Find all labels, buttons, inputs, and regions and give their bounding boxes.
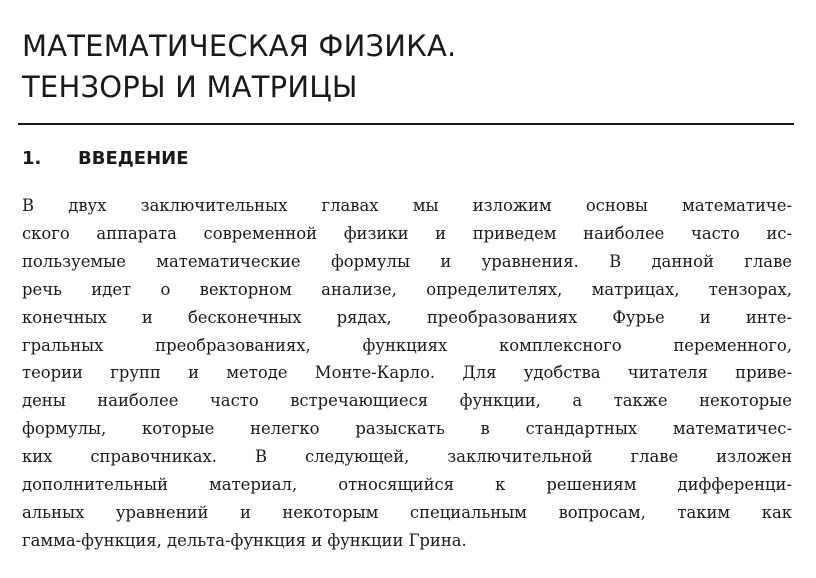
paragraph-line: ского аппарата современной физики и приведем наиболее часто ис- (22, 223, 792, 243)
paragraph-line: формулы, которые нелегко разыскать в стандартных математичес- (22, 419, 792, 439)
title-divider (18, 123, 794, 125)
section-number: 1. (22, 148, 42, 169)
paragraph-line: дополнительный материал, относящийся к решениям дифференци- (22, 475, 792, 495)
section-title: ВВЕДЕНИЕ (78, 148, 189, 169)
paragraph-line: гральных преобразованиях, функциях комплексного переменного, (22, 335, 792, 355)
paragraph-line: альных уравнений и некоторым специальным вопросам, таким как (22, 502, 792, 522)
paragraph-line: речь идет о векторном анализе, определителях, матрицах, тензорах, (22, 279, 792, 299)
paragraph-line: дены наиболее часто встречающиеся функции, а также некоторые (22, 391, 792, 411)
paragraph-line: ких справочниках. В следующей, заключительной главе изложен (22, 447, 792, 467)
chapter-title-line: МАТЕМАТИЧЕСКАЯ ФИЗИКА. (22, 29, 457, 63)
section-heading (22, 147, 189, 171)
paragraph-line: конечных и бесконечных рядах, преобразованиях Фурье и инте- (22, 307, 792, 327)
chapter-title (22, 26, 792, 108)
paragraph-line: В двух заключительных главах мы изложим основы математиче- (22, 196, 792, 215)
paragraph-line: гамма-функция, дельта-функция и функции Грина. (22, 530, 467, 550)
paragraph-line: пользуемые математические формулы и уравнения. В данной главе (22, 251, 792, 271)
intro-paragraph (22, 192, 792, 555)
paragraph-line: теории групп и методе Монте-Карло. Для удобства читателя приве- (22, 363, 792, 383)
chapter-title-line: ТЕНЗОРЫ И МАТРИЦЫ (22, 70, 358, 104)
